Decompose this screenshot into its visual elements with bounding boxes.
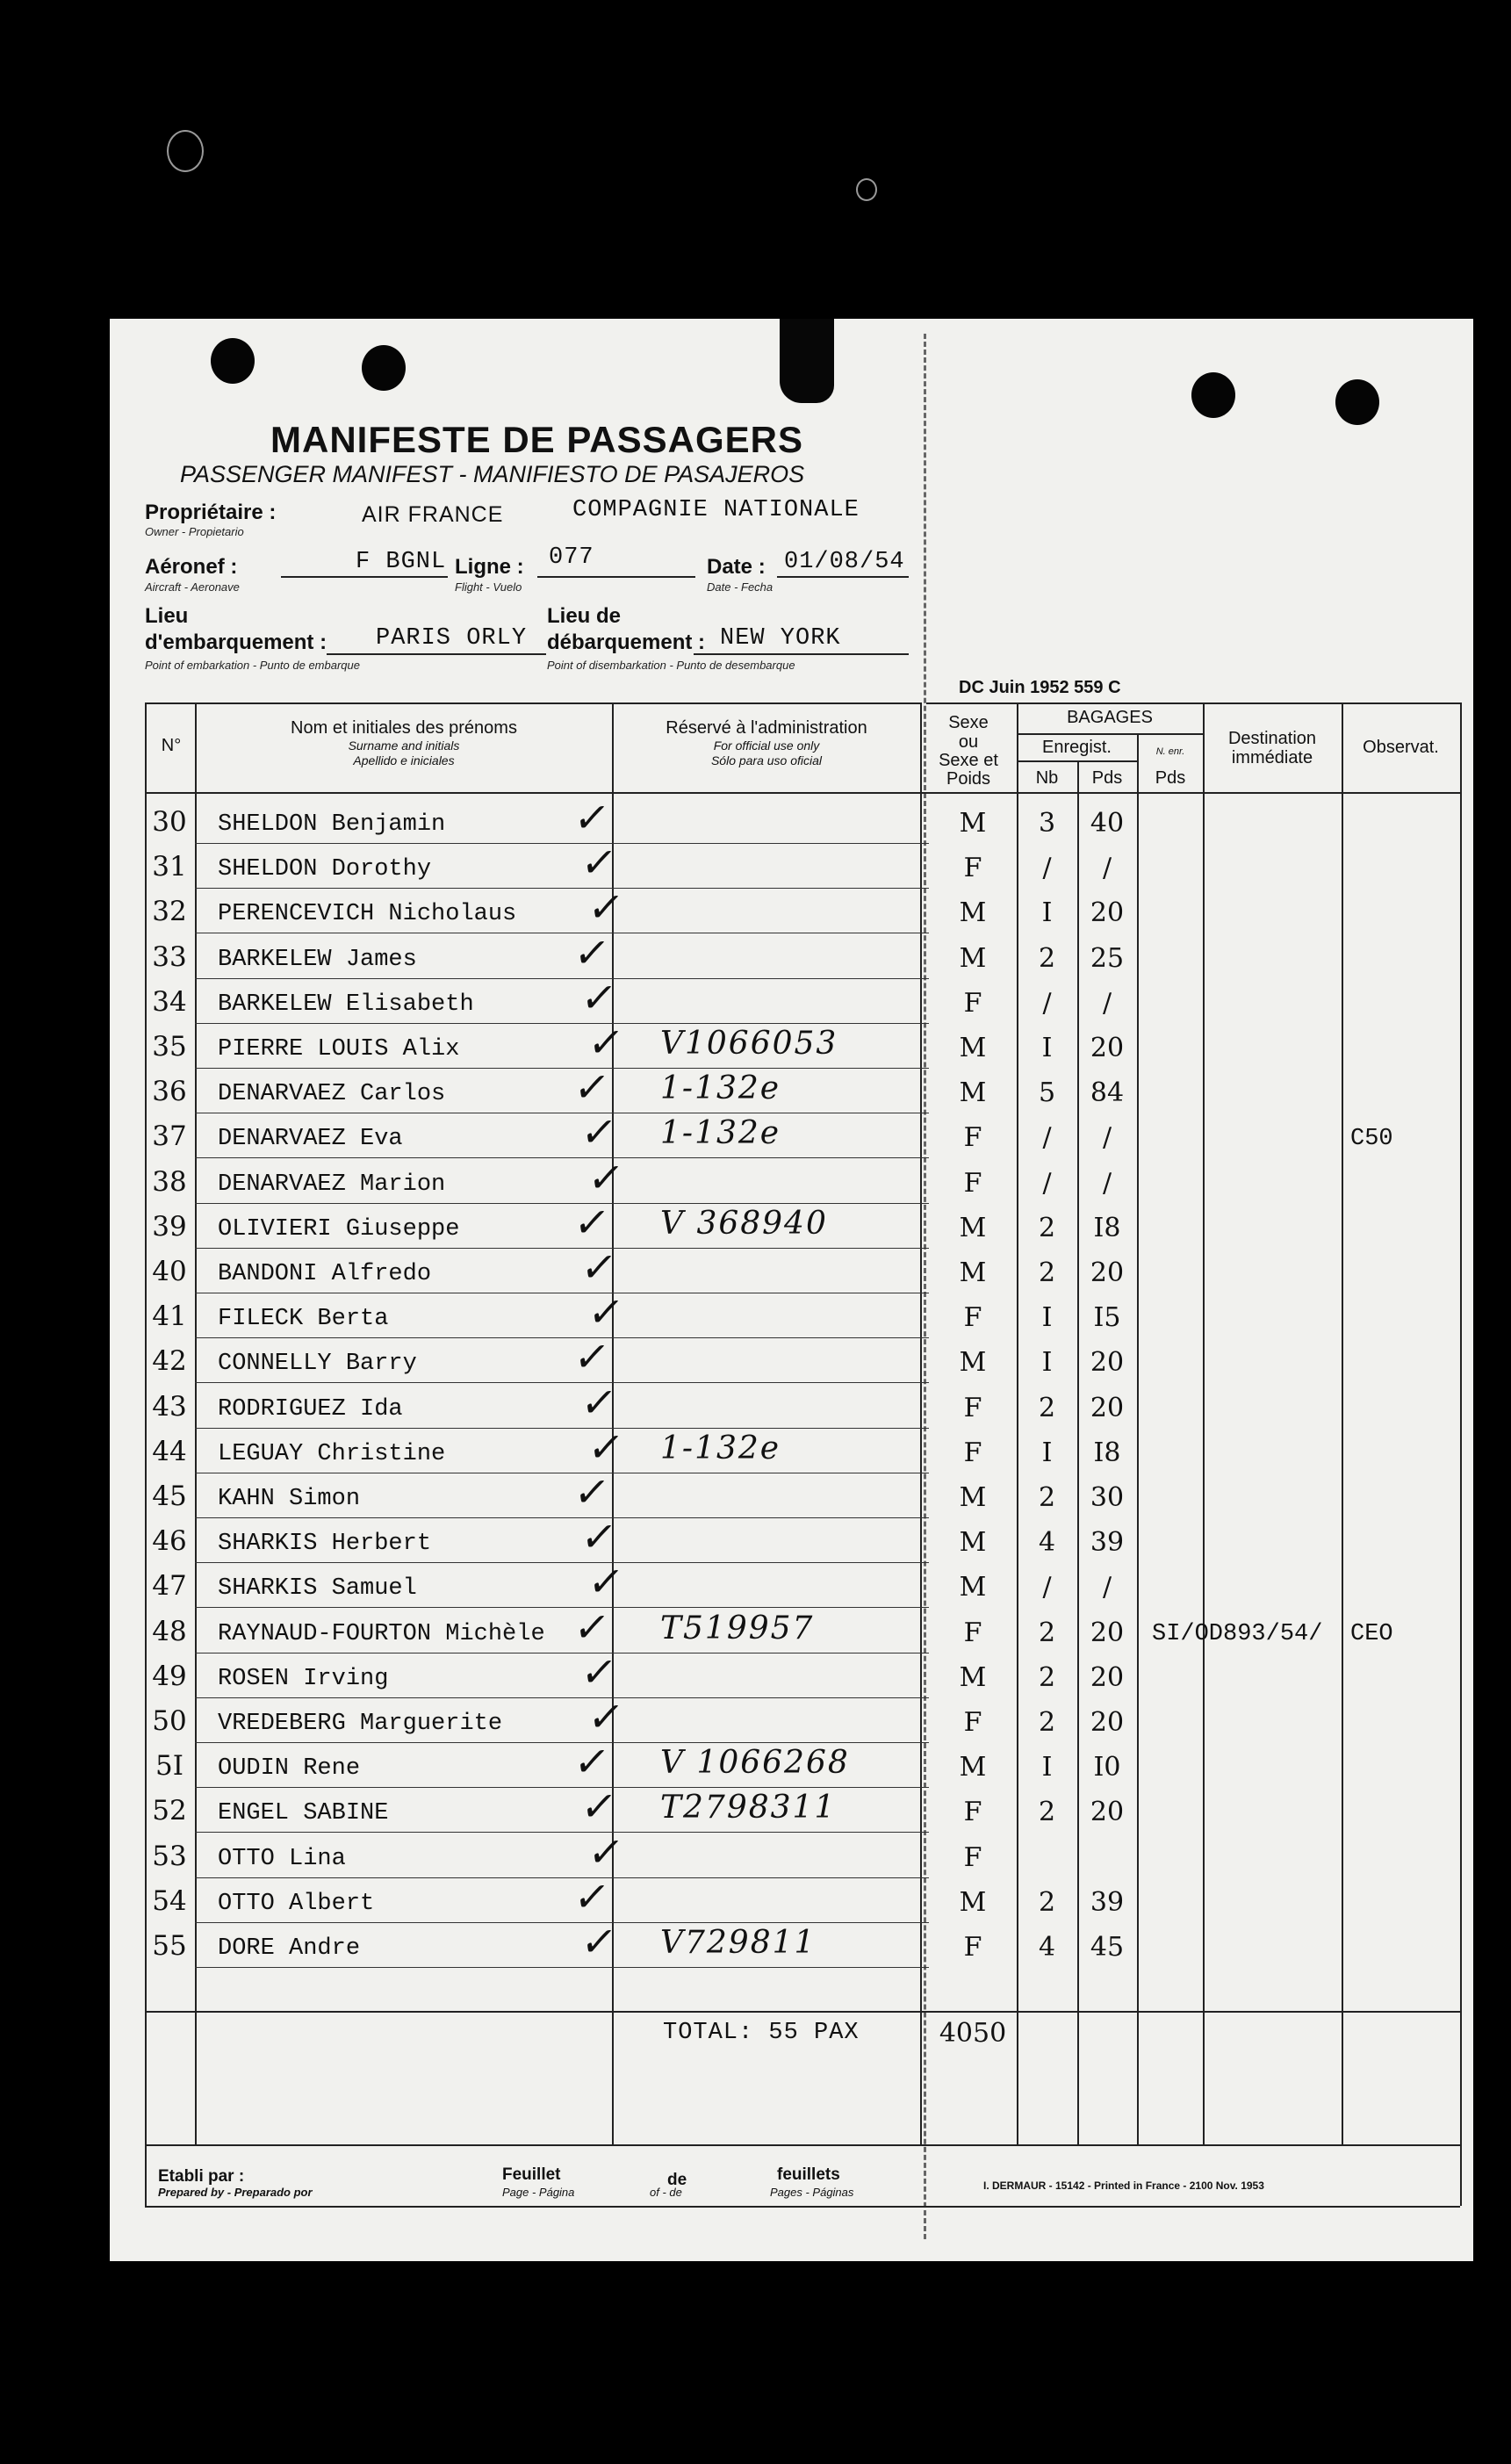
passenger-name: SHARKIS Herbert (218, 1531, 432, 1557)
row-number: 47 (152, 1570, 187, 1602)
passenger-sex: F (963, 1707, 982, 1738)
col-header-destination-1: Destination (1227, 729, 1317, 748)
aircraft-sublabel: Aircraft - Aeronave (145, 580, 240, 594)
baggage-count: I (1041, 1347, 1053, 1378)
passenger-name: OUDIN Rene (218, 1755, 361, 1782)
col-header-pds: Pds (1091, 768, 1123, 788)
passenger-name: PERENCEVICH Nicholaus (218, 901, 517, 927)
col-header-observations: Observat. (1363, 738, 1439, 757)
baggage-count: I (1041, 1752, 1053, 1783)
table-bottom (145, 2144, 1460, 2146)
baggage-count: 2 (1038, 1797, 1056, 1827)
check-mark-icon: ✓ (571, 1333, 614, 1380)
passenger-name: LEGUAY Christine (218, 1441, 446, 1467)
check-mark-icon: ✓ (585, 1288, 628, 1336)
passenger-name: CONNELLY Barry (218, 1351, 417, 1377)
col-header-baggage: BAGAGES (1067, 708, 1153, 727)
passenger-sex: M (959, 1887, 987, 1918)
baggage-weight: I0 (1093, 1752, 1121, 1783)
baggage-weight: / (1102, 1572, 1112, 1603)
row-number: 48 (152, 1616, 187, 1647)
check-mark-icon: ✓ (571, 1873, 614, 1920)
col-line-pds (1137, 733, 1139, 2144)
table-row (195, 978, 929, 979)
observation: C50 (1350, 1126, 1393, 1152)
passenger-name: DENARVAEZ Eva (218, 1126, 403, 1152)
passenger-name: VREDEBERG Marguerite (218, 1711, 503, 1737)
row-number: 34 (152, 986, 187, 1018)
table-top-right (926, 702, 1460, 704)
baggage-count: I (1041, 1033, 1053, 1063)
manifest-page (110, 319, 1473, 2261)
passenger-sex: F (963, 1932, 982, 1963)
baggage-count: / (1042, 853, 1052, 883)
col-line-pds2 (1203, 702, 1205, 2144)
table-row (195, 1787, 929, 1788)
baggage-count: I (1041, 1302, 1053, 1333)
passenger-sex: F (963, 1302, 982, 1333)
baggage-count: 5 (1038, 1077, 1056, 1108)
col-line-admin (920, 702, 922, 2144)
page-sublabel: Page - Página (502, 2186, 575, 2199)
passenger-name: ROSEN Irving (218, 1666, 389, 1692)
row-number: 36 (152, 1076, 187, 1107)
table-row (195, 1832, 929, 1833)
passenger-sex: F (963, 1617, 982, 1648)
check-mark-icon: ✓ (578, 974, 621, 1021)
passenger-name: DENARVAEZ Carlos (218, 1081, 446, 1107)
table-row (195, 1517, 929, 1518)
row-number: 32 (152, 896, 187, 927)
baggage-weight: 20 (1090, 1393, 1125, 1423)
admin-reference: 1-132e (660, 1070, 781, 1106)
check-mark-icon: ✓ (585, 1154, 628, 1201)
col-header-non-registered: N. enr. (1155, 746, 1185, 757)
disembark-label-2: débarquement : (547, 630, 706, 654)
baggage-weight: 84 (1090, 1077, 1125, 1108)
observation: CEO (1350, 1621, 1393, 1647)
passenger-name: KAHN Simon (218, 1486, 361, 1512)
row-number: 42 (152, 1345, 187, 1377)
passenger-name: RAYNAUD-FOURTON Michèle (218, 1621, 545, 1647)
check-mark-icon: ✓ (578, 1918, 621, 1965)
row-number: 37 (152, 1120, 187, 1152)
table-row (195, 1337, 929, 1338)
passenger-sex: F (963, 1842, 982, 1873)
punch-hole (1191, 372, 1235, 418)
col-line-dest (1342, 702, 1343, 2144)
row-number: 33 (152, 941, 187, 973)
baggage-weight: I8 (1093, 1437, 1121, 1468)
film-ring (856, 178, 877, 201)
row-number: 49 (152, 1661, 187, 1692)
baggage-weight: I5 (1093, 1302, 1121, 1333)
admin-reference: T519957 (660, 1610, 815, 1646)
baggage-count: / (1042, 1122, 1052, 1153)
table-row (195, 1562, 929, 1563)
embark-line (327, 653, 546, 655)
baggage-weight: 20 (1090, 1662, 1125, 1693)
table-row (195, 1607, 929, 1608)
baggage-count: 4 (1038, 1932, 1056, 1963)
baggage-weight: 20 (1090, 1707, 1125, 1738)
row-number: 50 (152, 1705, 187, 1737)
table-header-bottom (145, 792, 1460, 794)
passenger-name: DORE Andre (218, 1935, 361, 1962)
row-number: 52 (152, 1795, 187, 1826)
admin-reference: V1066053 (660, 1026, 838, 1062)
passenger-sex: F (963, 853, 982, 883)
baggage-count: 4 (1038, 1527, 1056, 1558)
table-row (195, 1428, 929, 1429)
table-top-left (145, 702, 920, 704)
passenger-sex: M (959, 1752, 987, 1783)
passenger-name: BARKELEW James (218, 947, 417, 973)
table-row (195, 1382, 929, 1383)
col-header-admin: Réservé à l'administration (666, 718, 867, 738)
flight-sublabel: Flight - Vuelo (455, 580, 522, 594)
passenger-name: BARKELEW Elisabeth (218, 991, 474, 1018)
passenger-sex: M (959, 1033, 987, 1063)
check-mark-icon: ✓ (585, 883, 628, 931)
row-number: 30 (152, 806, 187, 838)
baggage-count: / (1042, 1168, 1052, 1199)
baggage-count: / (1042, 1572, 1052, 1603)
check-mark-icon: ✓ (578, 1243, 621, 1291)
baggage-weight: 39 (1090, 1527, 1125, 1558)
prepared-sublabel: Prepared by - Preparado por (158, 2186, 313, 2199)
passenger-sex: M (959, 1257, 987, 1288)
date-label: Date : (707, 555, 766, 579)
perforation-line (924, 334, 926, 2239)
table-row (195, 888, 929, 889)
passenger-sex: M (959, 1213, 987, 1243)
embark-label-1: Lieu (145, 604, 189, 628)
passenger-name: OLIVIERI Giuseppe (218, 1216, 460, 1243)
owner-sublabel: Owner - Propietario (145, 525, 244, 538)
passenger-sex: M (959, 808, 987, 839)
check-mark-icon: ✓ (585, 1693, 628, 1740)
baggage-count: 2 (1038, 1482, 1056, 1513)
passenger-sex: M (959, 1077, 987, 1108)
baggage-weight: 40 (1090, 808, 1125, 839)
table-row (195, 1922, 929, 1923)
passenger-name: OTTO Albert (218, 1891, 375, 1917)
row-number: 45 (152, 1481, 187, 1512)
table-row (195, 1967, 929, 1968)
embark-value: PARIS ORLY (376, 625, 528, 652)
passenger-sex: M (959, 943, 987, 974)
passenger-sex: F (963, 1168, 982, 1199)
passenger-name: OTTO Lina (218, 1846, 346, 1872)
aircraft-label: Aéronef : (145, 555, 238, 579)
baggage-count: 2 (1038, 1617, 1056, 1648)
col-header-name-sub1: Surname and initials (348, 738, 460, 753)
table-row (195, 1877, 929, 1878)
baggage-weight: 30 (1090, 1482, 1125, 1513)
owner-label: Propriétaire : (145, 501, 277, 524)
disembark-sublabel: Point of disembarkation - Punto de desembarque (547, 659, 795, 672)
baggage-weight: / (1102, 853, 1112, 883)
col-header-name-sub2: Apellido e iniciales (353, 753, 455, 767)
check-mark-icon: ✓ (571, 929, 614, 976)
baggage-weight: 20 (1090, 1257, 1125, 1288)
destination: SI/OD893/54/ (1152, 1621, 1323, 1647)
registered-line (1017, 760, 1137, 762)
baggage-weight: 20 (1090, 897, 1125, 928)
baggage-weight: / (1102, 1168, 1112, 1199)
passenger-sex: F (963, 1797, 982, 1827)
col-header-no: N° (161, 736, 182, 755)
check-mark-icon: ✓ (585, 1423, 628, 1471)
baggage-weight: 20 (1090, 1347, 1125, 1378)
col-line-no (195, 702, 197, 2144)
punch-hole (1335, 379, 1379, 425)
row-number: 53 (152, 1841, 187, 1872)
baggage-count: / (1042, 988, 1052, 1019)
baggage-count: 2 (1038, 1707, 1056, 1738)
baggage-count: 2 (1038, 1213, 1056, 1243)
punch-hole (211, 338, 255, 384)
row-number: 5I (155, 1750, 183, 1782)
col-header-nb: Nb (1035, 768, 1059, 788)
passenger-name: SHARKIS Samuel (218, 1575, 417, 1602)
of-sublabel: of - de (650, 2186, 682, 2199)
col-header-sex-1: Sexe (948, 713, 989, 732)
passenger-name: SHELDON Benjamin (218, 811, 446, 838)
baggage-count: 2 (1038, 943, 1056, 974)
check-mark-icon: ✓ (578, 1783, 621, 1830)
passenger-sex: M (959, 1572, 987, 1603)
check-mark-icon: ✓ (578, 1379, 621, 1426)
passenger-sex: F (963, 1122, 982, 1153)
row-number: 31 (152, 851, 187, 883)
row-number: 55 (152, 1930, 187, 1962)
baggage-count: 2 (1038, 1662, 1056, 1693)
baggage-line (1017, 733, 1203, 735)
table-row (195, 843, 929, 844)
total-weight: 4050 (939, 2018, 1007, 2049)
passenger-sex: F (963, 1393, 982, 1423)
check-mark-icon: ✓ (585, 1019, 628, 1066)
baggage-weight: 45 (1090, 1932, 1125, 1963)
baggage-count: I (1041, 897, 1053, 928)
baggage-count: 2 (1038, 1393, 1056, 1423)
embark-sublabel: Point of embarkation - Punto de embarque (145, 659, 360, 672)
col-header-sex-2: ou (958, 732, 979, 752)
admin-reference: V729811 (660, 1925, 817, 1961)
baggage-count: 2 (1038, 1887, 1056, 1918)
punch-hole (362, 345, 406, 391)
baggage-weight: 25 (1090, 943, 1125, 974)
baggage-weight: / (1102, 1122, 1112, 1153)
passenger-name: RODRIGUEZ Ida (218, 1396, 403, 1423)
table-row (195, 1203, 929, 1204)
check-mark-icon: ✓ (578, 1513, 621, 1560)
passenger-name: SHELDON Dorothy (218, 856, 432, 883)
admin-reference: V 368940 (660, 1206, 828, 1242)
disembark-label-1: Lieu de (547, 604, 622, 628)
check-mark-icon: ✓ (578, 1648, 621, 1696)
pages-sublabel: Pages - Páginas (770, 2186, 854, 2199)
col-header-destination-2: immédiate (1231, 748, 1313, 767)
row-number: 41 (152, 1300, 187, 1332)
of-label: de (667, 2171, 687, 2189)
col-header-admin-sub2: Sólo para uso oficial (710, 753, 823, 767)
admin-reference: V 1066268 (660, 1745, 850, 1781)
total-label: TOTAL: 55 PAX (663, 2020, 860, 2046)
film-ring (167, 130, 204, 172)
page-label: Feuillet (502, 2165, 561, 2184)
form-code: DC Juin 1952 559 C (959, 678, 1121, 697)
flight-label: Ligne : (455, 555, 524, 579)
passenger-name: PIERRE LOUIS Alix (218, 1036, 460, 1063)
table-row (195, 1742, 929, 1743)
table-row (195, 1697, 929, 1698)
date-sublabel: Date - Fecha (707, 580, 773, 594)
col-header-admin-sub1: For official use only (713, 738, 820, 753)
admin-reference: 1-132e (660, 1430, 781, 1466)
passenger-sex: M (959, 1347, 987, 1378)
passenger-sex: M (959, 1482, 987, 1513)
torn-corner (780, 319, 834, 403)
pages-label: feuillets (777, 2165, 840, 2184)
check-mark-icon: ✓ (571, 1468, 614, 1516)
baggage-count: 2 (1038, 1257, 1056, 1288)
aircraft-value: F BGNL (356, 549, 447, 575)
printer-line: I. DERMAUR - 15142 - Printed in France - 2100 Nov. 1953 (983, 2179, 1264, 2192)
check-mark-icon: ✓ (571, 1603, 614, 1651)
check-mark-icon: ✓ (585, 1558, 628, 1605)
baggage-weight: 39 (1090, 1887, 1125, 1918)
check-mark-icon: ✓ (571, 1063, 614, 1111)
disembark-value: NEW YORK (720, 625, 841, 652)
table-row (195, 1068, 929, 1069)
check-mark-icon: ✓ (578, 1108, 621, 1156)
row-number: 54 (152, 1885, 187, 1917)
manifest-title: MANIFESTE DE PASSAGERS (270, 419, 803, 460)
table-total-top (145, 2011, 1460, 2013)
check-mark-icon: ✓ (578, 839, 621, 886)
row-number: 44 (152, 1436, 187, 1467)
passenger-name: DENARVAEZ Marion (218, 1171, 446, 1198)
row-number: 43 (152, 1391, 187, 1423)
row-number: 35 (152, 1031, 187, 1063)
check-mark-icon: ✓ (571, 794, 614, 841)
baggage-weight: 20 (1090, 1797, 1125, 1827)
col-header-registered: Enregist. (1042, 738, 1112, 757)
passenger-name: BANDONI Alfredo (218, 1261, 432, 1287)
row-number: 38 (152, 1166, 187, 1198)
baggage-weight: / (1102, 988, 1112, 1019)
passenger-name: ENGEL SABINE (218, 1800, 389, 1826)
passenger-name: FILECK Berta (218, 1306, 389, 1332)
flight-line (537, 576, 695, 578)
col-header-sex-4: Poids (946, 769, 991, 789)
footer-bottom (145, 2206, 1460, 2208)
disembark-line (694, 653, 909, 655)
row-number: 46 (152, 1525, 187, 1557)
row-number: 39 (152, 1211, 187, 1243)
table-row (195, 1157, 929, 1158)
aircraft-line (281, 576, 448, 578)
admin-reference: 1-132e (660, 1115, 781, 1151)
passenger-sex: F (963, 1437, 982, 1468)
baggage-count: I (1041, 1437, 1053, 1468)
passenger-sex: F (963, 988, 982, 1019)
passenger-sex: M (959, 897, 987, 928)
passenger-sex: M (959, 1662, 987, 1693)
date-value: 01/08/54 (784, 549, 905, 575)
col-header-name: Nom et initiales des prénoms (291, 718, 517, 738)
owner-value-typed: COMPAGNIE NATIONALE (572, 497, 860, 523)
table-row (195, 1248, 929, 1249)
table-row (195, 1023, 929, 1024)
baggage-weight: 20 (1090, 1033, 1125, 1063)
baggage-weight: I8 (1093, 1213, 1121, 1243)
manifest-subtitle: PASSENGER MANIFEST - MANIFIESTO DE PASAJEROS (180, 461, 805, 487)
row-number: 40 (152, 1256, 187, 1287)
check-mark-icon: ✓ (585, 1828, 628, 1876)
col-header-pds-2: Pds (1155, 768, 1186, 788)
admin-reference: T2798311 (660, 1790, 837, 1826)
date-line (777, 576, 909, 578)
baggage-weight: 20 (1090, 1617, 1125, 1648)
baggage-count: 3 (1038, 808, 1056, 839)
check-mark-icon: ✓ (571, 1199, 614, 1246)
prepared-label: Etabli par : (158, 2167, 245, 2186)
col-line-right (1460, 702, 1462, 2206)
owner-value: AIR FRANCE (362, 502, 504, 527)
check-mark-icon: ✓ (571, 1738, 614, 1785)
embark-label-2: d'embarquement : (145, 630, 327, 654)
col-header-sex-3: Sexe et (939, 751, 998, 770)
passenger-sex: M (959, 1527, 987, 1558)
flight-value: 077 (549, 544, 594, 571)
